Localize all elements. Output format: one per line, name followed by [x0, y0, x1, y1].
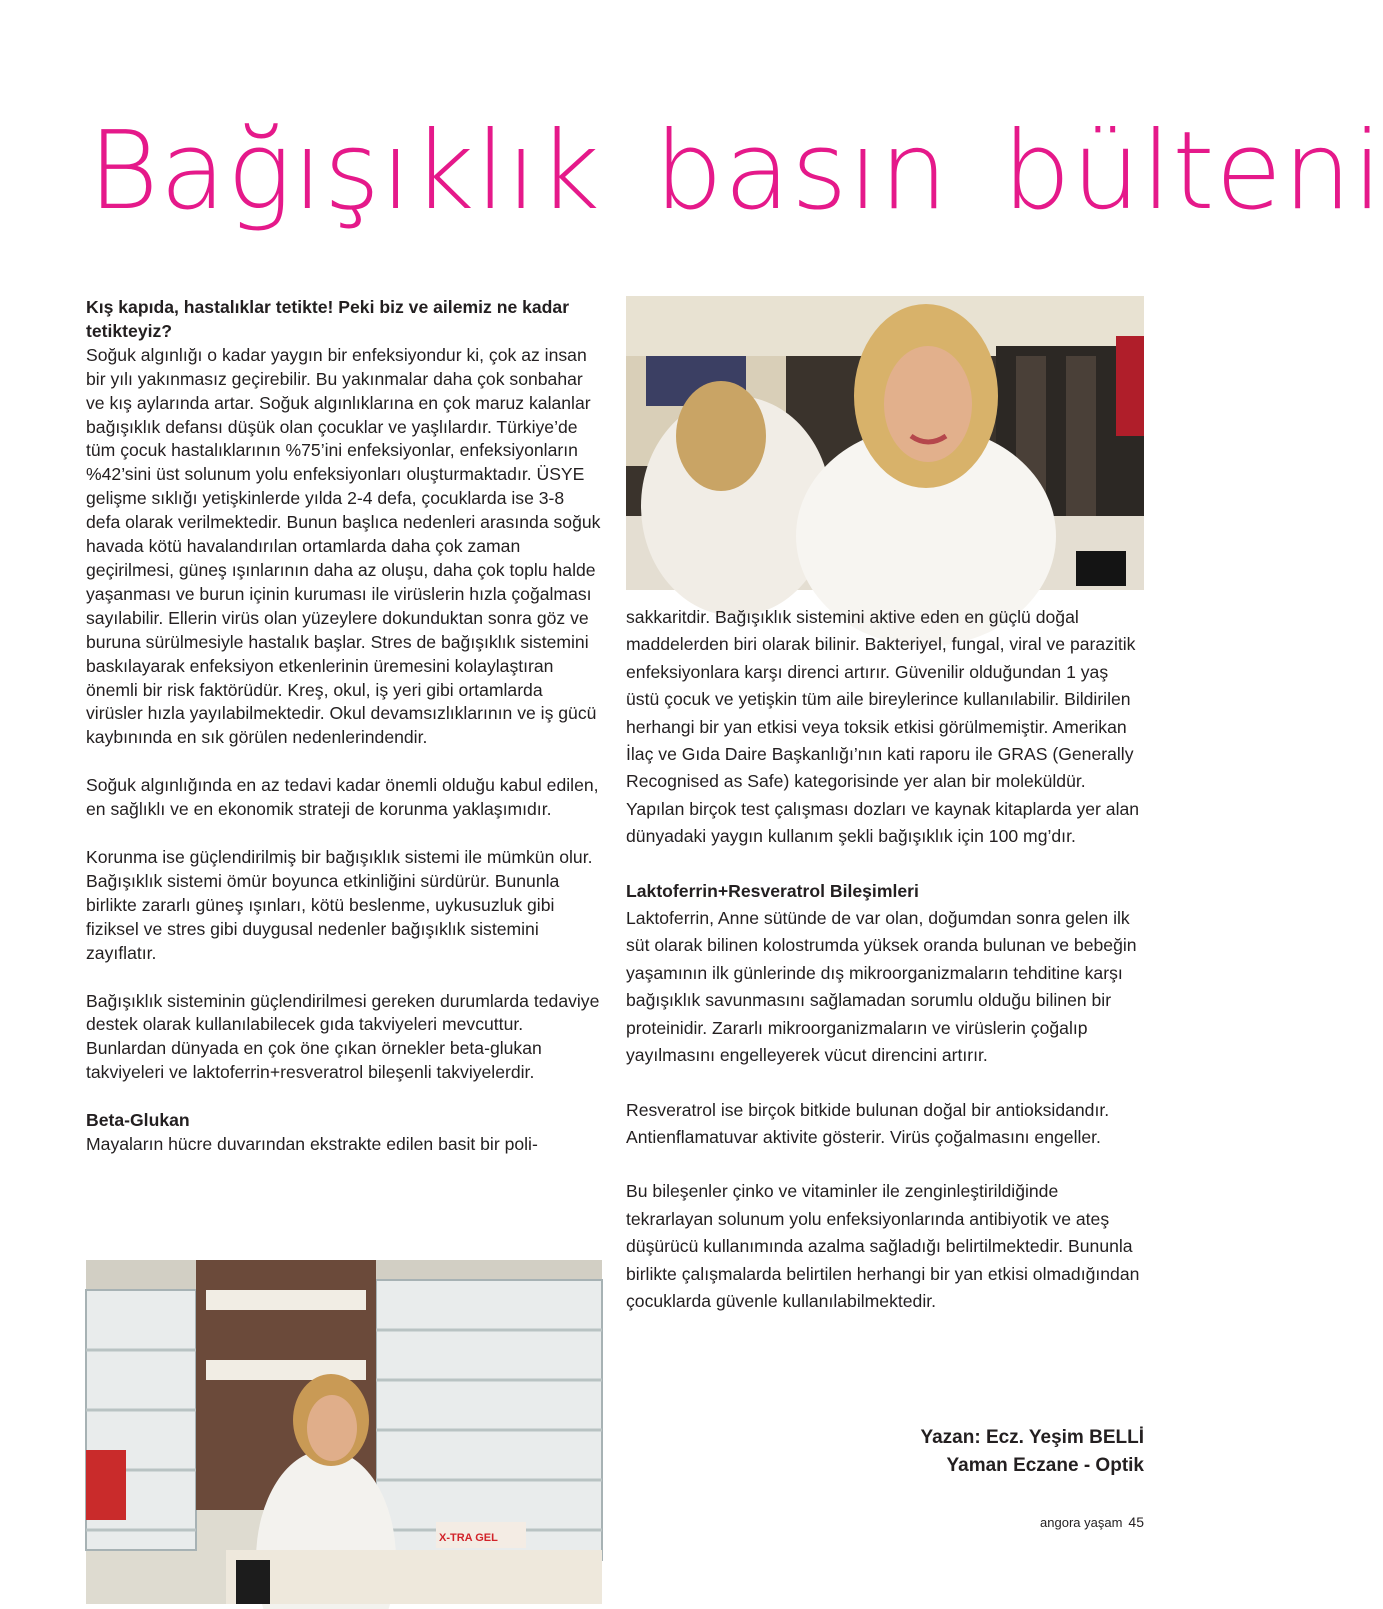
- page-title: Bağışıklık basın bülteni: [88, 109, 1383, 234]
- page-footer: [1040, 1514, 1144, 1530]
- author-name: Yazan: Ecz. Yeşim BELLİ: [920, 1427, 1144, 1448]
- paragraph: Mayaların hücre duvarından ekstrakte edilen basit bir poli-: [86, 1134, 538, 1155]
- paragraph: Bağışıklık sisteminin güçlendirilmesi gereken durumlarda tedaviye destek olarak kullanılabilecek gıda takviyeleri mevcuttur. Bunlardan dünyada en çok öne çıkan örnekler beta-glukan takviyeleri ve laktoferrin+resveratrol bileşenli takviyelerdir.: [86, 990, 600, 1083]
- paragraph: Korunma ise güçlendirilmiş bir bağışıklık sistemi ile mümkün olur.: [86, 847, 593, 868]
- intro-heading: Kış kapıda, hastalıklar tetikte! Peki biz ve ailemiz ne kadar tetikteyiz?: [86, 297, 570, 341]
- right-column: [626, 604, 1146, 1315]
- page-number: 45: [1128, 1514, 1144, 1530]
- left-column: [86, 296, 602, 1157]
- photo-box-label: X-TRA GEL: [439, 1532, 498, 1544]
- section-heading-laktoferrin: Laktoferrin+Resveratrol Bileşimleri: [626, 880, 919, 901]
- author-signature: [920, 1424, 1144, 1480]
- magazine-name: angora yaşam: [1040, 1515, 1123, 1530]
- paragraph: Soğuk algınlığında en az tedavi kadar önemli olduğu kabul edilen, en sağlıklı ve en ekonomik strateji de korunma yaklaşımıdır.: [86, 775, 599, 820]
- author-company: Yaman Eczane - Optik: [946, 1455, 1144, 1476]
- paragraph: sakkaritdir. Bağışıklık sistemini aktive eden en güçlü doğal maddelerden biri olarak bilinir. Bakteriyel, fungal, viral ve parazitik enfeksiyonlara karşı direnci artırır. Güvenilir olduğundan 1 yaş üstü çocuk ve yetişkin tüm aile bireylerince kullanılabilir. Bildirilen herhangi bir yan etkisi veya toksik etkisi görülmemiştir. Amerikan İlaç ve Gıda Daire Başkanlığı’nın kati raporu ile GRAS (Generally Recognised as Safe) kategorisinde yer alan bir moleküldür. Yapılan birçok test çalışması dozları ve kaynak kitaplarda yer alan dünyadaki yaygın kullanım şekli bağışıklık için 100 mg’dır.: [626, 607, 1140, 847]
- paragraph: Bu bileşenler çinko ve vitaminler ile zenginleştirildiğinde tekrarlayan solunum yolu enfeksiyonlarında antibiyotik ve ateş düşürücü kullanımında azalma sağladığı belirtilmektedir. Bununla birlikte çalışmalarda belirtilen herhangi bir yan etkisi olmadığından çocuklarda güvenle kullanılabilmektedir.: [626, 1181, 1140, 1311]
- paragraph: Bağışıklık sistemi ömür boyunca etkinliğini sürdürür. Bununla birlikte zararlı güneş ışınları, kötü beslenme, uykusuzluk gibi fiziksel ve stres gibi duygusal nedenler bağışıklık sistemini zayıflatır.: [86, 870, 560, 963]
- paragraph: Laktoferrin, Anne sütünde de var olan, doğumdan sonra gelen ilk süt olarak bilinen kolostrumda yüksek oranda bulunan ve bebeğin yaşamının ilk günlerinde dış mikroorganizmaların tehditine karşı bağışıklık savunmasını sağlamadan sorumlu olduğu bilinen bir proteinidir. Zararlı mikroorganizmaların ve virüslerin çoğalıp yayılmasını engelleyerek vücut direncini artırır.: [626, 908, 1137, 1066]
- pharmacy-interior-photo: [86, 1260, 602, 1604]
- section-heading-beta-glukan: Beta-Glukan: [86, 1110, 190, 1131]
- pharmacist-portrait-photo: [626, 296, 1144, 590]
- paragraph: Resveratrol ise birçok bitkide bulunan doğal bir antioksidandır. Antienflamatuvar aktivite gösterir. Virüs çoğalmasını engeller.: [626, 1099, 1110, 1147]
- paragraph: Soğuk algınlığı o kadar yaygın bir enfeksiyondur ki, çok az insan bir yılı yakınmasız geçirebilir. Bu yakınmalar daha çok sonbahar ve kış aylarında artar. Soğuk algınlıklarına en çok maruz kalanlar bağışıklık defansı düşük olan çocuklar ve yaşlılardır. Türkiye’de tüm çocuk hastalıklarının %75’ini enfeksiyonlar, enfeksiyonların %42’sini üst solunum yolu enfeksiyonları oluşturmaktadır. ÜSYE gelişme sıklığı yetişkinlerde yılda 2-4 defa, çocuklarda ise 3-8 defa olarak verilmektedir. Bunun başlıca nedenleri arasında soğuk havada kötü havalandırılan ortamlarda daha çok zaman geçirilmesi, güneş ışınlarının daha az oluşu, daha çok toplu halde yaşanması ve burun içinin kuruması ile virüslerin hızla çoğalması sayılabilir. Ellerin virüs olan yüzeylere dokunduktan sonra göz ve buruna sürülmesiyle hastalık başlar. Stres de bağışıklık sistemini baskılayarak enfeksiyon etkenlerinin üremesini kolaylaştıran önemli bir risk faktörüdür. Kreş, okul, iş yeri gibi ortamlarda virüsler hızla yayılabilmektedir. Okul devamsızlıklarının ve iş gücü kaybınında en sık görülen nedenlerindendir.: [86, 344, 601, 748]
